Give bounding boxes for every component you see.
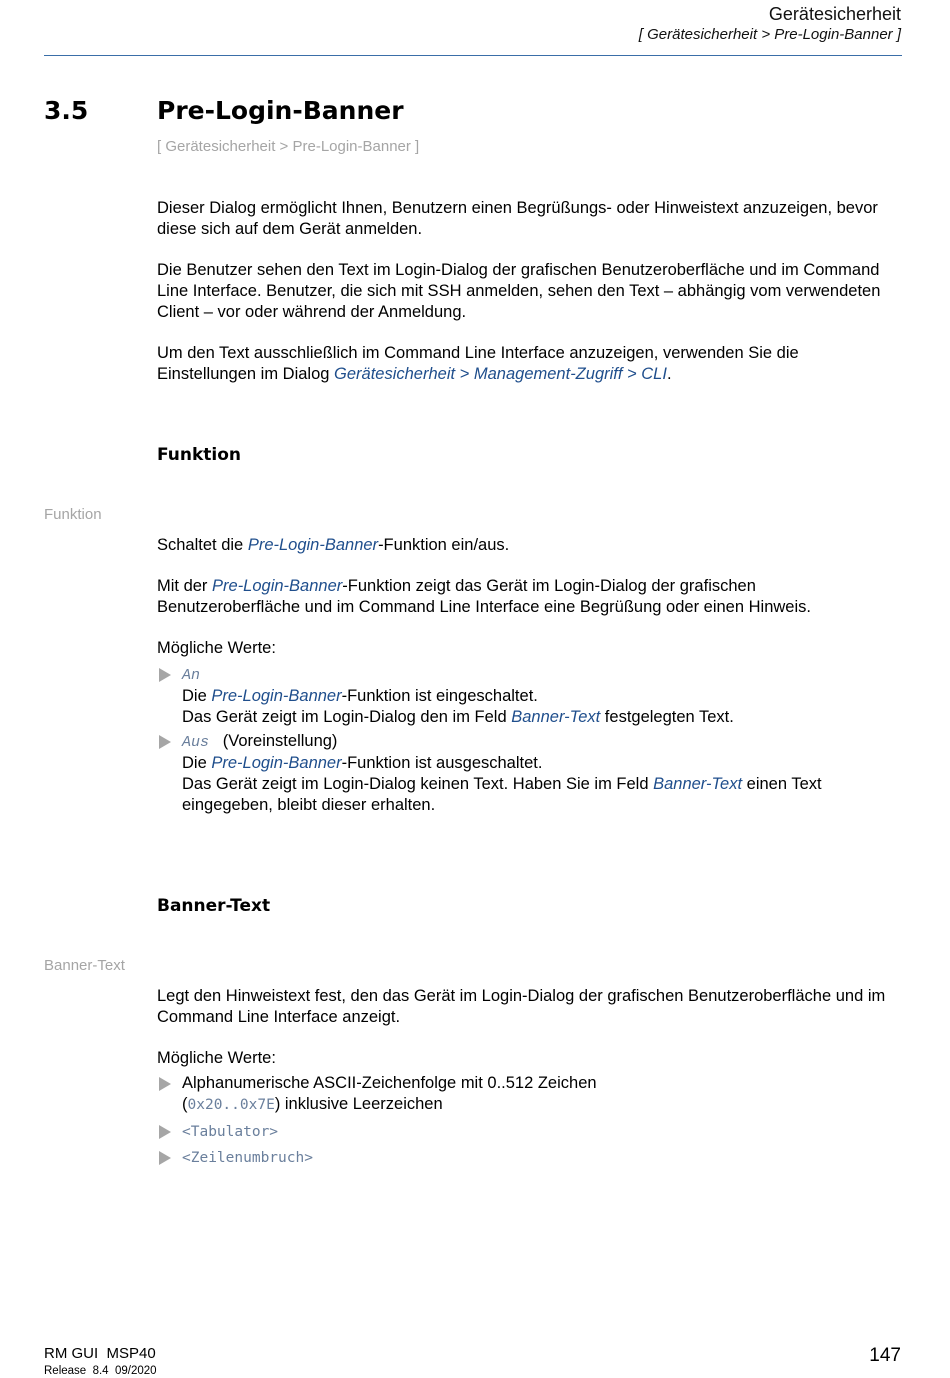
funktion-paragraph-2 [157,576,902,618]
bullet-triangle-icon [159,735,171,749]
running-header-path: [ Gerätesicherheit > Pre-Login-Banner ] [638,26,901,43]
funktion-paragraph-1 [157,535,902,556]
value-an-line2: Das Gerät zeigt im Login-Dialog den im Feld [182,708,512,726]
banner-text-link[interactable]: Banner-Text [653,775,743,793]
funktion-margin-label: Funktion [44,506,102,523]
value-aus-line1-end: -Funktion ist ausgeschaltet. [341,754,543,772]
banner-value-open-paren: ( [182,1095,188,1113]
intro-paragraph-3 [157,343,902,385]
value-item-an [157,664,902,728]
footer-doc-name: RM GUI MSP40 [44,1345,156,1362]
value-aus-line2: Das Gerät zeigt im Login-Dialog keinen Text. Haben Sie im Feld [182,775,654,793]
intro-paragraph-3-end: . [666,365,672,383]
value-an-line2-end: festgelegten Text. [600,708,734,726]
funktion-values-label: Mögliche Werte: [157,639,276,657]
banner-text-heading: Banner-Text [157,896,271,916]
pre-login-banner-link[interactable]: Pre-Login-Banner [211,754,342,772]
funktion-p2-text: Mit der [157,577,213,595]
banner-values-label: Mögliche Werte: [157,1049,276,1067]
banner-value-ascii-line1: Alphanumerische ASCII-Zeichenfolge mit 0..512 Zeichen [182,1074,597,1092]
value-aus-line2-end: einen Text eingegeben, bleibt dieser erhalten. [182,775,822,814]
bullet-triangle-icon [159,1151,171,1165]
banner-value-ascii [157,1073,902,1116]
bullet-triangle-icon [159,1077,171,1091]
code-0x20: 0x20 [187,1097,223,1113]
footer-release: Release 8.4 09/2020 [44,1365,157,1377]
pre-login-banner-link[interactable]: Pre-Login-Banner [247,536,379,554]
intro-paragraph-2: Die Benutzer sehen den Text im Login-Dialog der grafischen Benutzeroberfläche und im Command Line Interface. Benutzer, die sich mit SSH anmelden, sehen den Text – abhängig vom verwendeten Client – vor oder während der Anmeldung. [157,261,881,321]
banner-text-link[interactable]: Banner-Text [511,708,601,726]
code-0x7e: 0x7E [239,1097,275,1113]
section-title: Pre-Login-Banner [157,96,404,125]
banner-text-paragraph: Legt den Hinweistext fest, den das Gerät im Login-Dialog der grafischen Benutzeroberfläche und im Command Line Interface anzeigt. [157,987,886,1026]
banner-value-newline [157,1147,902,1169]
banner-text-margin-label: Banner-Text [44,957,125,974]
page-number: 147 [869,1345,901,1366]
funktion-p2-end: -Funktion zeigt das Gerät im Login-Dialog der grafischen Benutzeroberfläche und im Command Line Interface eine Begrüßung oder einen Hinweis. [157,577,811,616]
funktion-p1-text: Schaltet die [157,536,248,554]
pre-login-banner-link[interactable]: Pre-Login-Banner [211,687,342,705]
header-divider [44,55,902,56]
funktion-heading: Funktion [157,445,242,465]
bullet-triangle-icon [159,668,171,682]
code-zeilenumbruch: <Zeilenumbruch> [182,1150,313,1166]
value-aus-default-note: (Voreinstellung) [222,732,338,750]
bullet-triangle-icon [159,1125,171,1139]
funktion-p1-end: -Funktion ein/aus. [378,536,510,554]
section-path: [ Gerätesicherheit > Pre-Login-Banner ] [157,138,420,155]
code-tabulator: <Tabulator> [182,1124,279,1140]
banner-value-ascii-line2-end: ) inklusive Leerzeichen [274,1095,443,1113]
value-code-an: An [182,667,201,684]
code-range-sep: .. [222,1097,240,1113]
value-an-line1: Die [182,687,212,705]
value-item-aus [157,731,902,816]
intro-paragraph-3-text: Um den Text ausschließlich im Command Line Interface anzuzeigen, verwenden Sie die Einstellungen im Dialog [157,344,799,383]
section-number: 3.5 [44,96,89,125]
intro-paragraph-1: Dieser Dialog ermöglicht Ihnen, Benutzern einen Begrüßungs- oder Hinweistext anzuzeigen, bevor diese sich auf dem Gerät anmelden. [157,199,878,238]
running-header-title: Gerätesicherheit [768,4,901,24]
cli-dialog-link[interactable]: Gerätesicherheit > Management-Zugriff > CLI [334,365,667,383]
value-code-aus: Aus [182,734,210,751]
banner-value-tab [157,1121,902,1143]
value-aus-line1: Die [182,754,212,772]
value-an-line1-end: -Funktion ist eingeschaltet. [341,687,538,705]
pre-login-banner-link[interactable]: Pre-Login-Banner [212,577,343,595]
